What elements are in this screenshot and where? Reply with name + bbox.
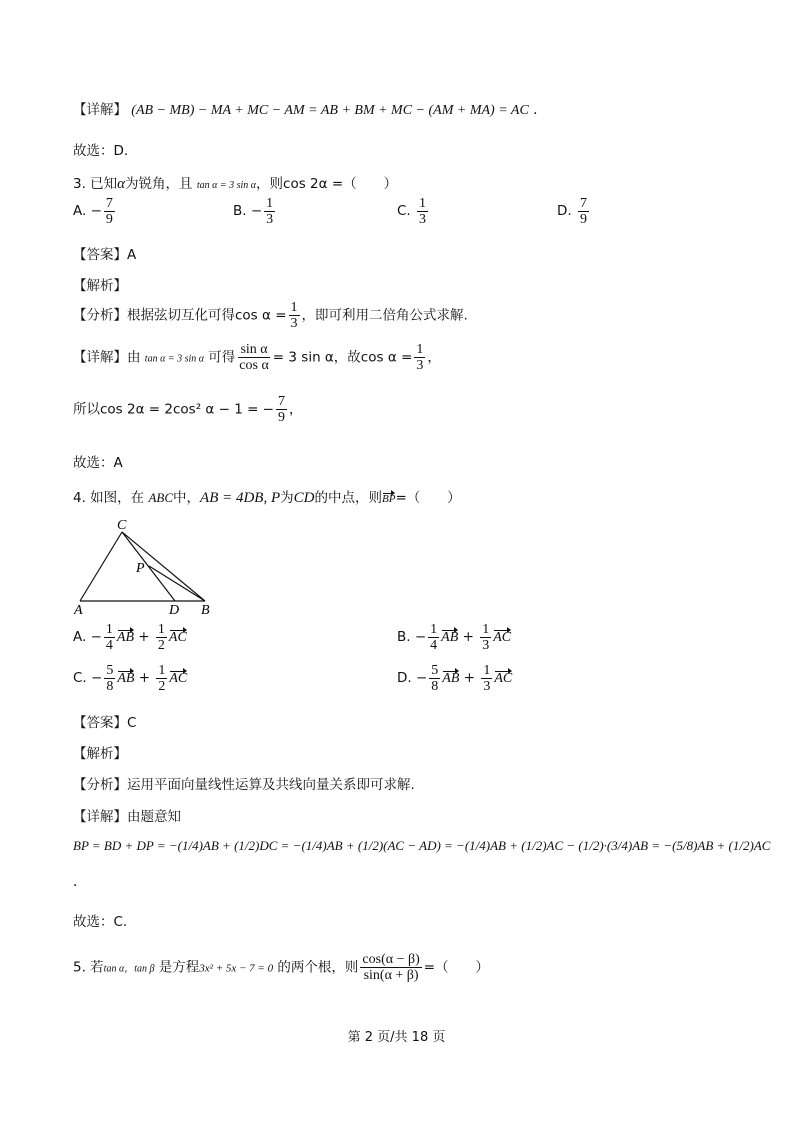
q4-jiexi: 【解析】 [73, 746, 127, 762]
numerator: 5 [431, 663, 439, 678]
q4-option-d[interactable]: D. − $\frac{5}{8}$ AB + $\frac{1}{3}$ AC [397, 663, 513, 694]
q5-stem [73, 952, 489, 983]
detail-text: 由题意知 [127, 809, 181, 825]
option-fraction [264, 196, 275, 227]
triangle-figure [70, 515, 220, 620]
q3-so [73, 394, 302, 425]
denominator: 3 [482, 638, 490, 653]
q4-option-b[interactable]: B. − $\frac{1}{4}$ AB + $\frac{1}{3}$ AC [397, 622, 512, 653]
numerator: 5 [106, 663, 114, 678]
q3-option-b[interactable] [233, 196, 277, 227]
numerator: 1 [482, 622, 490, 637]
q4-long-expression: BP = BD + DP = −(1/4)AB + (1/2)DC = −(1/4)AB + (1/2)(AC − AD) = −(1/4)AB + (1/2)AC − (1/2)·(3/4)AB = −(5/8)AB + (1/2)AC [73, 838, 771, 853]
numerator: 1 [157, 622, 165, 637]
answer-value: C [127, 715, 137, 731]
q4-answer [73, 711, 136, 731]
q3-option-d[interactable] [557, 196, 591, 227]
option-letter: C. [397, 203, 411, 219]
q3-choose: 故选：A [73, 455, 123, 471]
q5-stem-a: 5. 若 [73, 959, 104, 976]
q4-choose: 故选：C. [73, 914, 128, 930]
numerator: 1 [158, 663, 166, 678]
period: . [533, 102, 538, 118]
detail-fraction-sincos [237, 342, 271, 373]
analysis-tag: 【分析】 [73, 777, 127, 793]
denominator: sin(α + β) [363, 968, 419, 983]
so-text: 所以cos 2α = 2cos² α − 1 = − [73, 401, 274, 418]
numerator: cos(α − β) [362, 952, 420, 967]
vector-expression: (AB − MB) − MA + MC − AM = AB + BM + MC − (AM + MA) = AC [131, 103, 529, 118]
analysis-tag: 【分析】 [73, 307, 127, 324]
q4-analysis [73, 773, 415, 793]
vector-ab: AB [116, 630, 135, 645]
q3-analysis [73, 300, 468, 331]
label-c: C [117, 518, 127, 533]
answer-tag: 【答案】 [73, 247, 127, 263]
numerator: sin α [240, 342, 268, 357]
denominator: 3 [266, 212, 274, 227]
vector-ab: AB [442, 671, 460, 686]
q5-stem-d: =（ ） [423, 959, 490, 976]
triangle-name: ABC [148, 490, 174, 505]
option-letter: A. [73, 629, 87, 645]
coef-2 [481, 663, 492, 694]
vector-ac: AC [493, 630, 512, 645]
denominator: 9 [579, 212, 587, 227]
denominator: 3 [419, 212, 427, 227]
coef-1 [104, 663, 115, 694]
numerator: 1 [419, 196, 427, 211]
q3-stem-a: 3. 已知 [73, 176, 118, 192]
q3-answer [73, 243, 136, 263]
option-letter: D. [557, 203, 572, 219]
side-ac [80, 532, 122, 601]
q3-stem [73, 172, 397, 193]
q3-option-c[interactable] [397, 196, 430, 227]
numerator: 7 [277, 394, 285, 409]
q3-condition: tan α = 3 sin α [196, 180, 257, 191]
option-letter: A. [73, 203, 87, 219]
denominator: 8 [431, 679, 439, 694]
answer-value: A [127, 247, 137, 263]
option-fraction [104, 196, 115, 227]
q4-detail [73, 805, 181, 825]
vector-ab: AB [117, 671, 135, 686]
numerator: 7 [105, 196, 113, 211]
coef-2 [156, 663, 167, 694]
q3-detail [73, 342, 441, 373]
q3-option-a[interactable] [73, 196, 117, 227]
option-letter: B. [233, 203, 247, 219]
alpha-symbol: α [117, 176, 126, 192]
q5-fraction [360, 952, 421, 983]
q4-stem-a: 4. 如图，在 [73, 490, 145, 506]
detail-tag: 【详解】 [73, 809, 127, 825]
denominator: 8 [106, 679, 114, 694]
numerator: 1 [266, 196, 274, 211]
option-fraction [578, 196, 589, 227]
denominator: 3 [416, 358, 424, 373]
side-cb [122, 532, 205, 601]
q4-stem-b: 中， [173, 490, 201, 506]
option-sign: − [90, 203, 102, 219]
detail-text-b: 可得 [208, 349, 236, 366]
q5-stem-c: 的两个根，则 [277, 959, 359, 976]
denominator: 9 [277, 410, 285, 425]
q4-stem [73, 486, 461, 507]
denominator: 2 [157, 638, 165, 653]
q3-stem-c: ，则cos 2α =（ ） [256, 176, 398, 192]
option-letter: B. [397, 629, 411, 645]
q4-option-c[interactable]: C. − $\frac{5}{8}$ AB + $\frac{1}{2}$ AC [73, 663, 188, 694]
option-letter: C. [73, 670, 87, 686]
vector-bp: BP [381, 493, 396, 505]
q5-stem-b: 是方程 [158, 959, 200, 976]
numerator: 1 [430, 622, 438, 637]
q4-period: . [73, 874, 78, 890]
analysis-text-a: 根据弦切互化可得cos α = [127, 307, 287, 324]
q4-option-a[interactable]: A. − $\frac{1}{4}$ AB + $\frac{1}{2}$ AC [73, 622, 187, 653]
numerator: 1 [483, 663, 491, 678]
detail-text-d: ， [427, 349, 441, 366]
vector-ac: AC [494, 671, 513, 686]
so-end: ， [288, 401, 303, 418]
q3-jiexi: 【解析】 [73, 278, 127, 294]
segment-cd-line [122, 532, 175, 601]
detail-text-c: = 3 sin α，故cos α = [272, 349, 413, 366]
numerator: 7 [579, 196, 587, 211]
denominator: cos α [239, 358, 269, 373]
analysis-text: 运用平面向量线性运算及共线向量关系即可求解. [127, 777, 415, 793]
numerator: 1 [416, 342, 424, 357]
prev-choose: 故选：D. [73, 143, 129, 159]
detail-text-a: 由 [127, 349, 141, 366]
coef-1 [104, 622, 115, 653]
coef-2 [480, 622, 491, 653]
denominator: 9 [105, 212, 113, 227]
prev-detail-line [73, 98, 537, 119]
denominator: 4 [105, 638, 113, 653]
so-fraction [276, 394, 287, 425]
vector-ab: AB [441, 630, 459, 645]
analysis-fraction [289, 300, 300, 331]
detail-condition: tan α = 3 sin α [144, 353, 204, 365]
segment-cd: CD [293, 490, 315, 506]
vector-ac: AC [169, 671, 188, 686]
q4-stem-c: 为 [280, 490, 294, 506]
analysis-text-b: ，即可利用二倍角公式求解. [301, 307, 468, 324]
q5-equation: 3x² + 5x − 7 = 0 [199, 962, 274, 975]
detail-tag: 【详解】 [73, 102, 127, 118]
denominator: 3 [483, 679, 491, 694]
label-a: A [74, 603, 83, 618]
denominator: 4 [430, 638, 438, 653]
option-fraction [417, 196, 428, 227]
coef-1 [429, 663, 440, 694]
numerator: 1 [290, 300, 298, 315]
option-letter: D. [397, 670, 412, 686]
detail-fraction [414, 342, 425, 373]
q4-stem-e: =（ ） [395, 490, 461, 506]
q4-stem-d: 的中点，则 [314, 490, 382, 506]
label-p: P [136, 561, 145, 576]
numerator: 1 [105, 622, 113, 637]
denominator: 3 [290, 316, 298, 331]
detail-tag: 【详解】 [73, 349, 127, 366]
coef-2 [156, 622, 167, 653]
label-b: B [201, 603, 210, 618]
denominator: 2 [158, 679, 166, 694]
page-footer: 第 2 页/共 18 页 [347, 1030, 446, 1045]
q4-condition: AB = 4DB, P [200, 490, 281, 506]
answer-tag: 【答案】 [73, 715, 127, 731]
label-d: D [169, 603, 180, 618]
vector-ac: AC [168, 630, 187, 645]
q5-roots: tan α，tan β [103, 963, 155, 975]
segment-bp-line [149, 566, 205, 601]
coef-1 [428, 622, 439, 653]
option-sign: − [250, 203, 263, 219]
q3-stem-b: 为锐角，且 [125, 176, 193, 192]
